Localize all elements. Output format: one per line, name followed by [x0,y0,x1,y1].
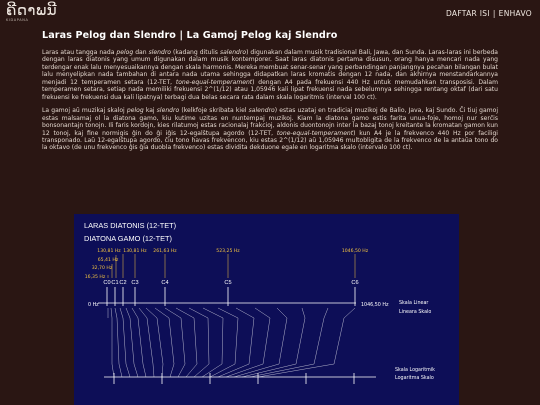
top-nav [446,9,532,18]
note-label-c2: C2 [119,280,127,286]
freq-label-c3: 130,81 Hz [123,249,147,254]
paragraph-esperanto-segment: (kelkfoje skribata kiel [179,107,249,115]
paragraph-esperanto-segment: ) kun A4 je la frekvenco 440 Hz por faciligi transponado. Laŭ 12-egalŝtupa agordo, ĉiu tono havas frekvencon, kiu estas 2^(1/12) aŭ 1,05946 multobligita de la frekvenco de la antaŭa tono do la oktavo (de unu frekvenco ĝis ĝia duobla frekvenco) estas dividita dekduone egale en logaritma skalo (intervalo 100 ct). [42,129,498,152]
log-scale-label-1: Skala Logaritmik [395,368,435,373]
log-scale-label-2: Logaritma Skalo [395,376,434,381]
nav-separator: | [492,8,496,18]
paragraph-indonesian-segment: tone-equal-temperament [175,78,253,86]
axis-start-label: 0 Hz [88,303,99,308]
paragraph-esperanto [42,107,498,152]
nav-enhavo-link[interactable]: ENHAVO [498,8,532,18]
paragraph-indonesian-segment: Laras atau tangga nada [42,49,117,56]
top-bar [0,0,540,26]
article [42,30,498,158]
note-label-c3: C3 [131,280,139,286]
paragraph-indonesian-segment: ) dengan A4 pada frekuensi 440 Hz untuk memudahkan transposisi. Dalam temperamen setara, setiap nada memiliki frekuensi 2^(1/12) atau 1,05946 kali lipat frekuensi nada sebelumnya sehingga rentang oktaf (dari satu frekuensi ke frekuensi dua kali lipatnya) terbagi dua belas secara rata dalam skala logaritmis (interval 100 ct). [42,78,499,101]
paragraph-indonesian-segment: dan [133,49,149,56]
note-label-c4: C4 [161,280,169,286]
freq-label-c1: 32,70 Hz [91,266,113,271]
freq-leader-lines [108,254,355,278]
paragraph-esperanto-segment: slendro [156,107,180,115]
paragraph-esperanto-segment: ) estas uzataj en tradiciaj muzikoj de Balio, Java, kaj Sundo. Ĉi tiuj gamoj estas malsamaj ol la diatona gamo, kiu kutime uzitas en nuntempaj muzikoj. Kiam la diatona gamo estis farita unua-foje, homoj nur serĉis bonsonantajn tonojn. Ili faris kordojn, kies rilatumoj estas racionalaj frakcioj, aldonis duontonojn inter la bazaj tonoj kreitante la kromatan gamon kun 12 tonoj, kaj fine normigis ĝin do ĝi iĝis 12-egalŝtupa agordo (12-TET, [42,107,498,137]
figure-title-2: DIATONA GAMO (12-TET) [84,234,173,243]
figure-title-1: LARAS DIATONIS (12-TET) [84,221,177,230]
paragraph-esperanto-segment: kaj [143,107,157,115]
paragraph-indonesian-segment: slendro [148,49,172,56]
axis-end-label: 1046,50 Hz [361,303,389,308]
nav-daftar-isi-link[interactable]: DAFTAR ISI [445,8,490,18]
note-label-c0: C0 [103,280,111,286]
paragraph-esperanto-segment: tone-equal-temperament [276,129,354,137]
paragraph-indonesian-segment: pelog [116,49,134,56]
scale-diagram [74,214,459,405]
paragraph-esperanto-segment: La gamoj aŭ muzikaj skaloj [42,107,127,115]
freq-label-c0: 16,35 Hz [84,275,106,280]
note-label-c6: C6 [351,280,359,286]
paragraph-indonesian-segment: (kadang ditulis [171,49,220,56]
mapping-lines [108,308,355,318]
page-title: Laras Pelog dan Slendro | La Gamoj Pelog kaj Slendro [42,30,338,41]
note-label-c1: C1 [111,280,119,286]
log-ticks [114,373,354,384]
note-labels [103,280,358,286]
log-grid-lines [112,318,344,377]
paragraph-indonesian-segment: ) digunakan dalam musik tradisional Bali, Jawa, dan Sunda. Laras-laras ini berbeda dengan laras diatonis yang umum digunakan dalam musik kontemporer. Saat laras diatonis pertama disusun, orang hanya mencari nada yang terdengar enak lalu menyesuaikannya dengan skala harmonis. Mereka membuat senar-senar yang perbandingan panjangnya pecahan bilangan bulat lalu menyelipkan nada tambahan di antara nada utama sehingga didapatkan laras kromatis dengan 12 nada, dan akhirnya menstandarkannya menjadi 12 temperamen setara (12-TET, [42,49,499,86]
logo-text: ຄີດາພນີ [6,1,58,20]
paragraph-indonesian-segment: salendro [219,49,247,56]
note-label-c5: C5 [224,280,232,286]
freq-label-c4: 261,63 Hz [153,249,177,254]
freq-label-c2: 65,41 Hz [97,258,119,263]
paragraph-esperanto-segment: salendro [248,107,275,115]
freq-label-c5: 523,25 Hz [216,249,240,254]
site-logo[interactable] [6,3,57,23]
paragraph-indonesian [42,49,498,101]
freq-label-c6: 1046,50 Hz [341,249,369,254]
linear-scale-label-2: Lineara Skalo [399,310,432,315]
logo-subtext: KIDAPANA [6,18,29,23]
paragraph-esperanto-segment: pelog [126,107,144,115]
linear-scale-label-1: Skala Linear [399,301,429,306]
diatonic-scale-figure [74,214,459,405]
freq-label-c6-top: 130,81 Hz [97,249,121,254]
